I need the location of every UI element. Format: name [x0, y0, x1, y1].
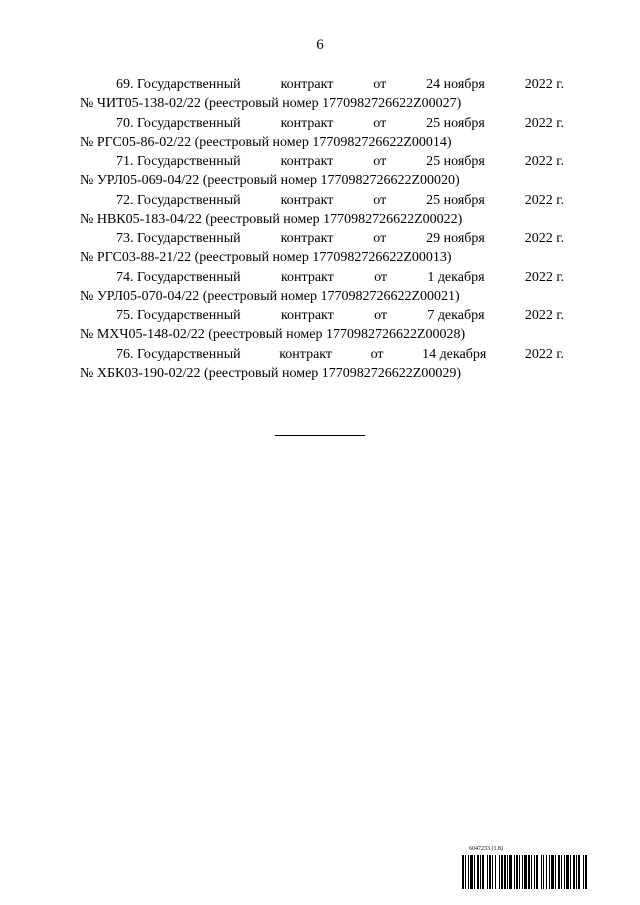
item-first-line	[80, 191, 564, 210]
item-registry-line: № РГС03-88-21/22 (реестровый номер 1770982726622Z00013)	[80, 250, 452, 265]
list-item	[80, 152, 564, 191]
item-number: 75.	[116, 308, 134, 323]
item-day: 29	[426, 231, 441, 246]
item-first-line	[80, 306, 564, 325]
item-month: декабря	[437, 308, 485, 323]
contract-list	[80, 75, 564, 383]
item-year-number: 2022	[524, 115, 553, 131]
list-item	[80, 268, 564, 307]
item-word-state: Государственный	[137, 192, 241, 208]
item-year-number: 2022	[524, 154, 553, 169]
item-lead	[116, 345, 241, 364]
item-month: декабря	[437, 269, 485, 285]
item-word-state: Государственный	[137, 308, 241, 323]
list-item	[80, 345, 564, 384]
item-first-line	[80, 114, 564, 133]
item-number: 69.	[116, 77, 134, 92]
list-item	[80, 229, 564, 268]
item-registry-line: № УРЛ05-070-04/22 (реестровый номер 1770982726622Z00021)	[80, 288, 460, 304]
item-number: 71.	[116, 154, 134, 169]
item-word-from: от	[373, 115, 387, 131]
item-year-number: 2022	[524, 269, 553, 285]
item-word-contract: контракт	[280, 231, 334, 246]
end-divider	[275, 435, 365, 436]
item-year	[525, 306, 564, 325]
item-date	[426, 114, 485, 133]
item-year-suffix: г.	[556, 308, 564, 323]
item-lead	[116, 268, 241, 287]
item-month: ноября	[443, 115, 485, 131]
item-day: 25	[426, 154, 441, 169]
item-year	[525, 114, 564, 133]
item-year-suffix: г.	[556, 77, 564, 92]
item-word-from: от	[373, 192, 387, 208]
item-month: ноября	[443, 77, 485, 92]
item-registry-line: № РГС05-86-02/22 (реестровый номер 1770982726622Z00014)	[80, 134, 452, 150]
item-month: ноября	[443, 231, 485, 246]
item-word-from: от	[374, 308, 388, 323]
item-first-line	[80, 229, 564, 248]
item-month: ноября	[443, 154, 485, 169]
footer	[462, 846, 588, 890]
list-item	[80, 75, 564, 114]
barcode-icon	[462, 855, 588, 889]
item-word-state: Государственный	[137, 77, 241, 92]
item-word-state: Государственный	[137, 346, 241, 362]
item-lead	[116, 152, 241, 171]
item-word-contract: контракт	[280, 308, 334, 323]
item-date	[426, 229, 485, 248]
item-year	[525, 345, 564, 364]
item-year-suffix: г.	[556, 115, 564, 131]
list-item	[80, 114, 564, 153]
item-word-from: от	[374, 269, 388, 285]
item-word-state: Государственный	[137, 115, 241, 131]
item-registry-line: № ХБК03-190-02/22 (реестровый номер 1770982726622Z00029)	[80, 365, 462, 381]
item-word-from: от	[373, 154, 387, 169]
item-year	[525, 75, 564, 94]
item-month: декабря	[439, 346, 487, 362]
item-word-state: Государственный	[137, 269, 241, 285]
item-day: 14	[422, 346, 437, 362]
item-date	[427, 306, 484, 325]
item-month: ноября	[443, 192, 485, 208]
item-word-contract: контракт	[280, 269, 334, 285]
item-lead	[116, 114, 241, 133]
item-date	[426, 75, 485, 94]
item-word-from: от	[373, 231, 387, 246]
item-number: 72.	[116, 192, 134, 208]
list-item	[80, 191, 564, 230]
item-year-number: 2022	[524, 231, 553, 246]
item-day: 1	[427, 269, 435, 285]
item-registry-line: № ЧИТ05-138-02/22 (реестровый номер 1770982726622Z00027)	[80, 96, 462, 111]
item-year	[525, 152, 564, 171]
item-year-suffix: г.	[556, 346, 564, 362]
page-number: 6	[316, 37, 324, 53]
item-word-contract: контракт	[279, 346, 333, 362]
doc-code: 6047233 (1.8)	[469, 846, 503, 852]
item-number: 73.	[116, 231, 134, 246]
item-number: 74.	[116, 269, 134, 285]
item-first-line	[80, 75, 564, 94]
item-year	[525, 191, 564, 210]
item-registry-line: № МХЧ05-148-02/22 (реестровый номер 1770982726622Z00028)	[80, 327, 466, 342]
item-date	[426, 191, 485, 210]
item-registry-line: № УРЛ05-069-04/22 (реестровый номер 1770982726622Z00020)	[80, 173, 460, 188]
item-number: 70.	[116, 115, 134, 131]
item-year	[525, 268, 564, 287]
item-year-number: 2022	[524, 308, 553, 323]
item-word-state: Государственный	[137, 231, 241, 246]
item-word-contract: контракт	[280, 192, 334, 208]
item-word-contract: контракт	[280, 115, 334, 131]
item-lead	[116, 75, 241, 94]
item-word-state: Государственный	[137, 154, 241, 169]
item-day: 25	[426, 192, 441, 208]
item-day: 7	[427, 308, 435, 323]
item-year-number: 2022	[524, 192, 553, 208]
item-date	[422, 345, 486, 364]
item-first-line	[80, 268, 564, 287]
item-number: 76.	[116, 346, 134, 362]
item-date	[426, 152, 485, 171]
item-date	[427, 268, 484, 287]
item-lead	[116, 191, 241, 210]
item-lead	[116, 229, 241, 248]
item-year-number: 2022	[524, 346, 553, 362]
list-item	[80, 306, 564, 345]
item-word-from: от	[373, 77, 387, 92]
item-word-contract: контракт	[280, 154, 334, 169]
item-day: 24	[426, 77, 441, 92]
item-year	[525, 229, 564, 248]
item-first-line	[80, 152, 564, 171]
item-year-suffix: г.	[556, 269, 564, 285]
item-year-suffix: г.	[556, 154, 564, 169]
item-lead	[116, 306, 241, 325]
item-year-suffix: г.	[556, 192, 564, 208]
item-first-line	[80, 345, 564, 364]
item-year-suffix: г.	[556, 231, 564, 246]
item-word-from: от	[370, 346, 384, 362]
item-year-number: 2022	[524, 77, 553, 92]
item-registry-line: № НВК05-183-04/22 (реестровый номер 1770982726622Z00022)	[80, 211, 463, 227]
item-day: 25	[426, 115, 441, 131]
item-word-contract: контракт	[280, 77, 334, 92]
